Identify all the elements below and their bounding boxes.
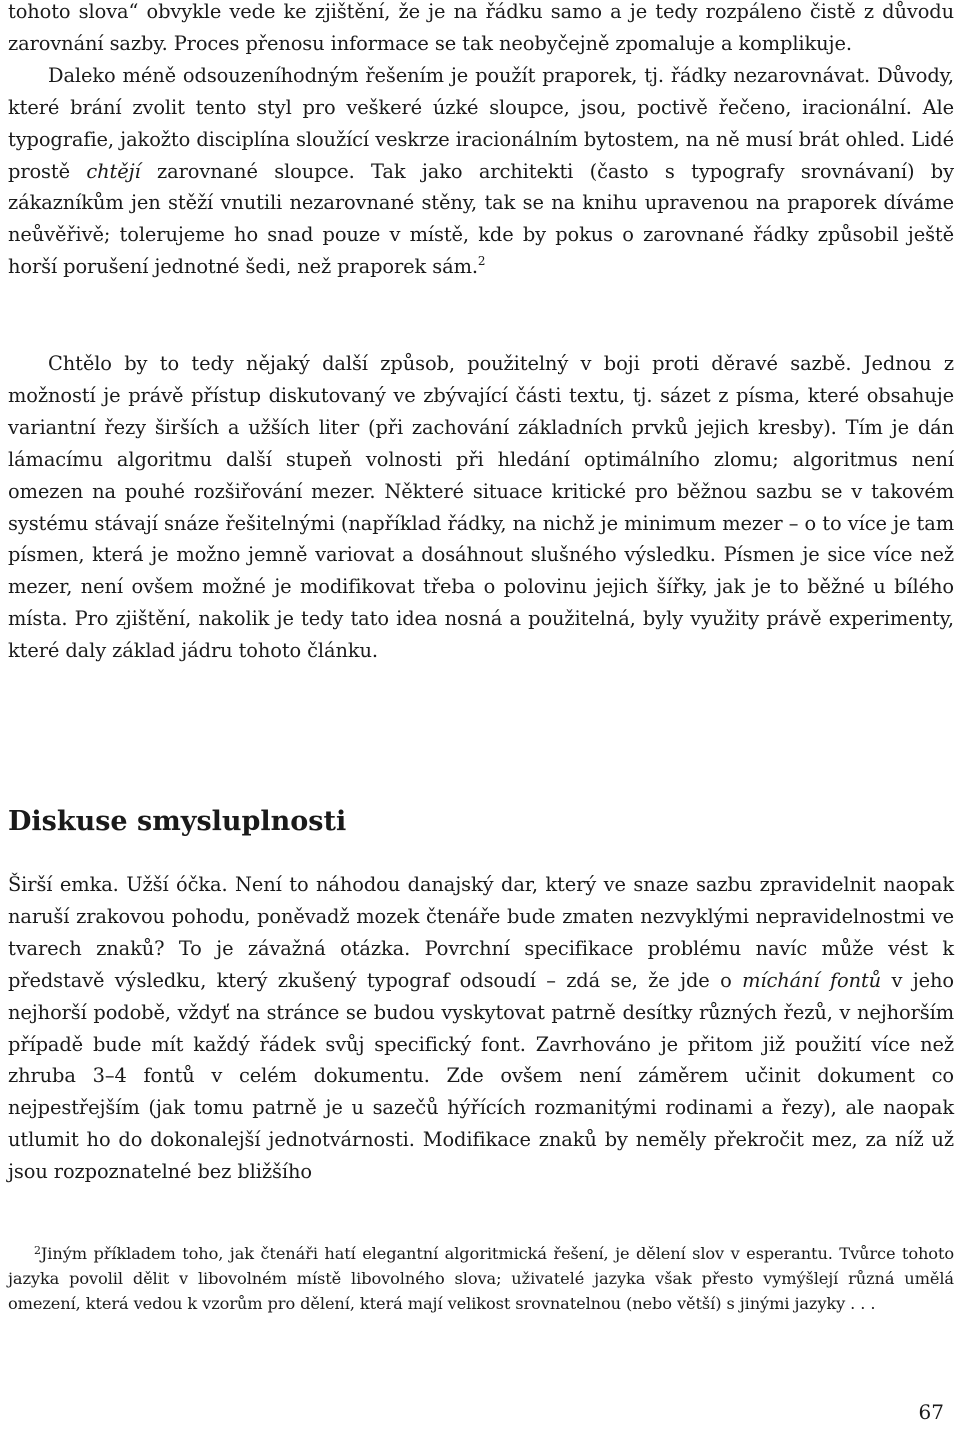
footnote [8, 1241, 954, 1316]
footnote-reference[interactable]: 2 [477, 254, 486, 269]
section-heading: Diskuse smysluplnosti [8, 806, 347, 837]
body-paragraph-1 [8, 0, 954, 283]
body-paragraph-2: Chtělo by to tedy nějaký další způsob, použitelný v boji proti děravé sazbě. Jednou z možností je právě přístup diskutovaný ve zbývající části textu, tj. sázet z písma, které obsahuje variantní řezy širších a užších liter (při zachování základních prvků jejich kresby). Tím je dán lámacímu algoritmu další stupeň volnosti při hledání optimálního zlomu; algoritmus není omezen na pouhé rozšiřování mezer. Některé situace kritické pro běžnou sazbu se v takovém systému stávají snáze řešitelnými (například řádky, na nichž je minimum mezer – o to více je tam písmen, která je možno jemně variovat a dosáhnout slušného výsledku. Písmen je sice více než mezer, není ovšem možné je modifikovat třeba o polovinu jejich šířky, jak je to běžné u bílého místa. Pro zjištění, nakolik je tedy tato idea nosná a použitelná, byly využity právě experimenty, které daly základ jádru tohoto článku. [8, 352, 954, 663]
paragraph-3-text-b: v jeho nejhorší podobě, vždyť na stránce se budou vyskytovat patrně desítky různých řezů, v nejhorším případě bude mít každý řádek svůj specifický font. Zavrhováno je přitom již použití více než zhruba 3–4 fontů v celém dokumentu. Zde ovšem není záměrem učinit dokument co nejpestřejším (jak tomu patrně je u sazečů hýřících rozmanitými rodinami a řezy), ale naopak utlumit ho do dokonalejší jednotvárnosti. Modifikace znaků by neměly překročit mez, za níž už jsou rozpoznatelné bez bližšího [8, 968, 954, 1184]
paragraph-3-text-a: Širší emka. Užší óčka. Není to náhodou danajský dar, který ve snaze sazbu zpravidelnit naopak naruší zrakovou pohodu, poněvadž mozek čtenáře bude zmaten nezvyklými nepravidelnostmi ve tvarech znaků? To je závažná otázka. Povrchní specifikace problému navíc může vést k představě výsledku, který zkušený typograf odsoudí – zdá se, že jde o [8, 873, 954, 992]
body-paragraph-3 [8, 869, 954, 1188]
page-number: 67 [918, 1400, 944, 1424]
paragraph-1-text-c: zarovnané sloupce. Tak jako architekti (často s typografy srovnávaní) by zákazníkům jen stěží vnutili nezarovnané stěny, tak se na knihu upravenou na praporek díváme neůvěřivě; tolerujeme ho snad pouze v místě, kde by pokus o zarovnané řádky způsobil ještě horší porušení jednotné šedi, než praporek sám. [8, 159, 954, 279]
emphasis-text: míchání fontů [742, 968, 882, 992]
footnote-mark: 2 [34, 1244, 41, 1257]
emphasis-text: chtějí [86, 159, 141, 183]
paragraph-1-text-b: Daleko méně odsouzeníhodným řešením je použít praporek, tj. řádky nezarovnávat. Důvody, které brání zvolit tento styl pro veškeré úzké sloupce, jsou, poctivě řečeno, iracionální. Ale typografie, jakožto disciplína sloužící veskrze iracionálním bytostem, na ně musí brát ohled. Lidé prostě [8, 63, 954, 183]
document-page [8, 0, 954, 1429]
footnote-text: Jiným příkladem toho, jak čtenáři hatí elegantní algoritmická řešení, je dělení slov v esperantu. Tvůrce tohoto jazyka povolil dělit v libovolném místě libovolného slova; uživatelé jazyka však přesto vymýšlejí různá umělá omezení, která vedou k vzorům pro dělení, která mají velikost srovnatelnou (nebo větší) s jinými jazyky . . . [8, 1244, 954, 1313]
paragraph-1-text-a: tohoto slova“ obvykle vede ke zjištění, že je na řádku samo a je tedy rozpáleno čistě z důvodu zarovnání sazby. Proces přenosu informace se tak neobyčejně zpomaluje a komplikuje. [8, 0, 954, 55]
